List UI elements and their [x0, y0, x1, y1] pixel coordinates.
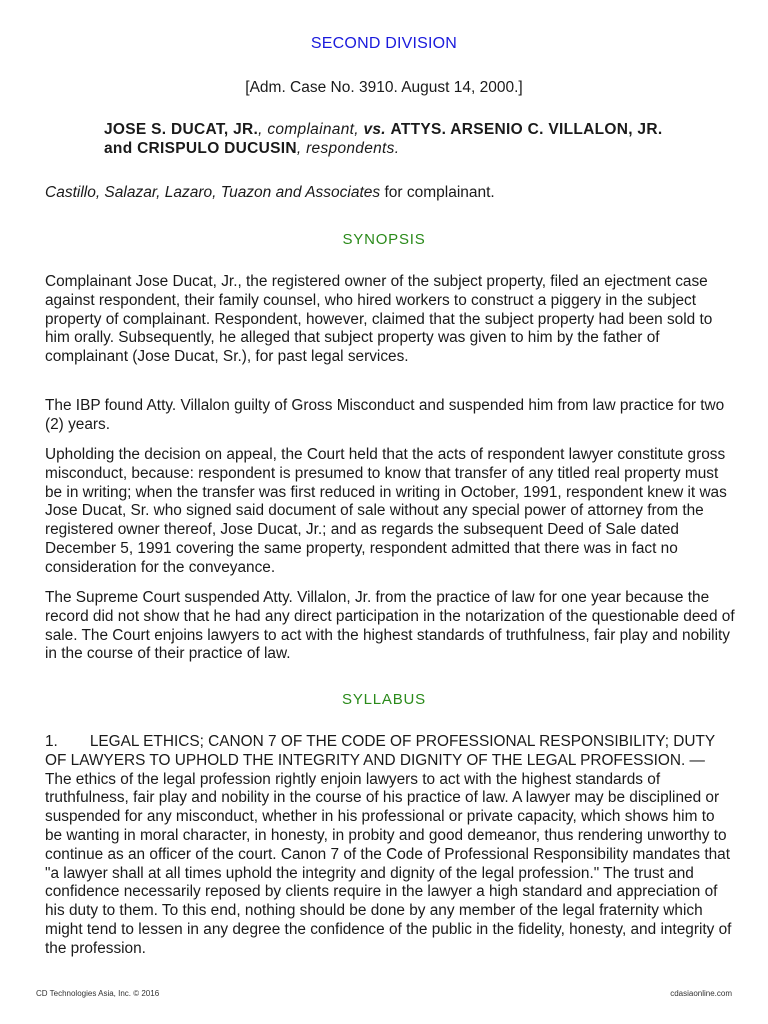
complainant-name: JOSE S. DUCAT, JR. — [104, 121, 259, 138]
synopsis-paragraph: Complainant Jose Ducat, Jr., the registered owner of the subject property, filed an ejectment case against respondent, their family counsel, who hired workers to construct a piggery in the subject property of complainant. Respondent, however, claimed that the subject property had been sold to him orally. Subsequently, he alleged that subject property was given to him by the father of complainant (Jose Ducat, Sr.), for past legal services. — [45, 273, 713, 366]
respondents-names: ATTYS. ARSENIO C. VILLALON, JR. and CRISPULO DUCUSIN — [104, 121, 663, 157]
syllabus-item-number: 1. — [45, 733, 58, 750]
synopsis-paragraph: The Supreme Court suspended Atty. Villalon, Jr. from the practice of law for one year because the record did not show that he had any direct participation in the notarization of the questionable deed of sale. The Court enjoins lawyers to act with the highest standards of truthfulness, fair play and nobility in the course of their practice of law. — [45, 589, 735, 663]
syllabus-item-text: LEGAL ETHICS; CANON 7 OF THE CODE OF PROFESSIONAL RESPONSIBILITY; DUTY OF LAWYERS TO UPHOLD THE INTEGRITY AND DIGNITY OF THE LEGAL PROFESSION. — The ethics of the legal profession rightly enjoin lawyers to act with the highest standards of truthfulness, fair play and nobility in the course of his practice of law. A lawyer may be disciplined or suspended for any misconduct, whether in his professional or private capacity, which shows him to be wanting in moral character, in honesty, in probity and good demeanor, thus rendering unworthy to continue as an officer of the court. Canon 7 of the Code of Professional Responsibility mandates that "a lawyer shall at all times uphold the integrity and dignity of the legal profession." The trust and confidence necessarily reposed by clients require in the lawyer a high standard and appreciation of his duty to them. To this end, nothing should be done by any member of the legal fraternity which might tend to lessen in any degree the confidence of the public in the fidelity, honesty, and integrity of the profession. — [45, 733, 732, 957]
counsel-role: for complainant. — [380, 184, 495, 201]
versus-label: vs. — [363, 121, 386, 138]
syllabus-item — [45, 733, 735, 959]
syllabus-heading: SYLLABUS — [342, 691, 426, 708]
footer-website: cdasiaonline.com — [670, 989, 732, 998]
division-title: SECOND DIVISION — [310, 35, 458, 52]
footer-copyright: CD Technologies Asia, Inc. © 2016 — [36, 989, 160, 998]
counsel-line — [45, 184, 735, 202]
counsel-firm: Castillo, Salazar, Lazaro, Tuazon and Associates — [45, 184, 381, 201]
case-parties — [104, 120, 694, 158]
respondents-role: , respondents. — [296, 140, 400, 157]
synopsis-heading: SYNOPSIS — [342, 231, 426, 248]
synopsis-paragraph: Upholding the decision on appeal, the Court held that the acts of respondent lawyer constitute gross misconduct, because: respondent is presumed to know that transfer of any titled real property must be in writing; when the transfer was first reduced in writing in October, 1991, respondent knew it was Jose Ducat, Sr. who signed said document of sale without any special power of attorney from the registered owner thereof, Jose Ducat, Jr.; and as regards the subsequent Deed of Sale dated December 5, 1991 covering the same property, respondent admitted that there was in fact no consideration for the conveyance. — [45, 446, 727, 576]
synopsis-paragraph: The IBP found Atty. Villalon guilty of Gross Misconduct and suspended him from law practice for two (2) years. — [45, 397, 725, 433]
complainant-role: , complainant, — [258, 121, 364, 138]
case-number: [Adm. Case No. 3910. August 14, 2000.] — [245, 79, 523, 96]
